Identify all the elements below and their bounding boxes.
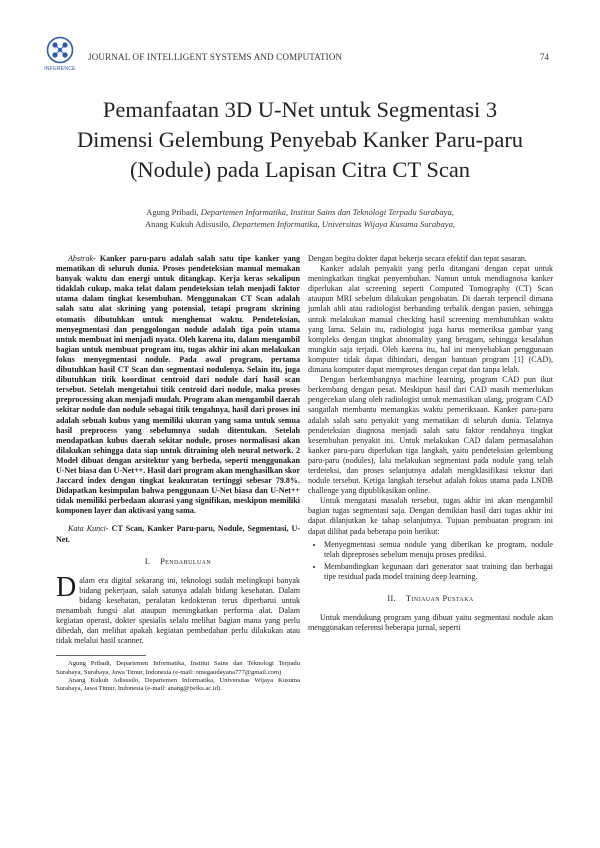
left-column xyxy=(56,254,300,694)
author-1-name: Agung Pribadi, xyxy=(146,207,199,217)
author-1 xyxy=(40,206,560,218)
section-number: I. xyxy=(144,556,151,566)
keywords xyxy=(56,524,300,544)
keywords-label: Kata Kunci- xyxy=(68,524,109,534)
right-column xyxy=(308,254,553,633)
list-item: • Menyegmentasi semua nodule yang diberikan ke program, nodule telah dipreproses sebelum menuju proses prediksi. xyxy=(324,540,553,560)
footnote-2: Anang Kukuh Adisusilo, Departemen Informatika, Universitas Wijaya Kusuma Surabaya, Jawa Timur, Indonesia (e-mail: anang@twiks.ac.id). xyxy=(56,676,300,693)
intro-text: alam era digital sekarang ini, teknologi sudah melingkupi banyak bidang pekerjaan, salah satunya adalah bidang kesehatan. Dalam bidang kesehatan, peralatan kedokteran terus diperbarui untuk menambah fungsi alat ataupun meningkatkan performa alat. Dalam kegiatan operasi, dokter spesialis selalu melihat bagian mana yang perlu dibedah, dan melihat apakah kegiatan pembedahan perlu dilakukan atau tidak melalui hasil scanner. xyxy=(56,575,300,646)
paper-title xyxy=(40,95,560,185)
section-title: Tinjauan Pustaka xyxy=(405,594,474,603)
author-2 xyxy=(40,218,560,230)
footnote-divider xyxy=(56,655,146,656)
intro-paragraph xyxy=(56,571,300,647)
paragraph: Untuk mengatasi masalah tersebut, tugas akhir ini akan mengambil bagian tugas segmentasi saja. Dengan demikian hasil dari tugas akhir ini dapat dilanjutkan ke tahap selanjutnya. Tujuan pembuatan program ini dapat dilihat pada beberapa poin berikut: xyxy=(308,496,553,536)
author-1-affiliation: Departemen Informatika, Institut Sains dan Teknologi Terpadu Surabaya, xyxy=(198,207,454,217)
author-list xyxy=(40,206,560,230)
journal-name: JOURNAL OF INTELLIGENT SYSTEMS AND COMPUTATION xyxy=(88,52,343,62)
drop-cap: D xyxy=(56,571,77,603)
logo-text: INFERENCE xyxy=(44,66,76,72)
keywords-text: CT Scan, Kanker Paru-paru, Nodule, Segmentasi, U-Net. xyxy=(56,524,300,544)
page-number: 74 xyxy=(540,52,549,62)
section-heading-literature-review xyxy=(308,594,553,604)
author-2-name: Anang Kukuh Adisusilo, xyxy=(144,219,231,229)
journal-logo-icon xyxy=(46,36,74,66)
section-number: II. xyxy=(387,594,397,603)
title-line-3: (Nodule) pada Lapisan Citra CT Scan xyxy=(129,157,471,182)
paragraph: Kanker adalah penyakit yang perlu ditangani dengan cepat untuk meningkatkan tingkat penyembuhan. Namun untuk mendiagnosa kanker diperlukan alat screening seperti Computed Tomography (CT) Scan ataupun MRI sebelum dilakukan pengobatan. Di daerah terpencil dimana jumlah ahli atau radiologist berbanding terbalik dengan pasien, sehingga untuk melakukan manual checking hasil screening membutuhkan waktu yang lama. Selain itu, radiologist juga harus memeriksa gambar yang kompleks dengan tingkat abnomality yang beragam, sehingga kesalahan mungkin saja terjadi. Oleh karena itu, hal ini menyebabkan penggunaan komputer tidak dapat dihindari, dengan bantuan program [1] (CAD), dimana komputer dapat memproses dengan cepat dan tanpa lelah. xyxy=(308,264,553,375)
abstract xyxy=(56,254,300,516)
title-line-2: Dimensi Gelembung Penyebab Kanker Paru-paru xyxy=(76,127,524,152)
list-item: • Membandingkan kegunaan dari generator saat training dan berbagai tipe residual pada model training deep learning. xyxy=(324,562,553,582)
section-heading-introduction xyxy=(56,557,300,567)
abstract-text: - Kanker paru-paru adalah salah satu tipe kanker yang mematikan di seluruh dunia. Proses pendeteksian manual memakan banyak waktu dan energi untuk ditangkap. Kerja keras sekalipun tidaklah cukup, maka telat dalam pendeteksian telah menjadi faktor utama dalam tingkat kesembuhan. Menggunakan CT Scan adalah salah satu alat skrining yang potensial, tetapi program skrining otomatis dibutuhkan untuk menghemat waktu. Pendeteksian, menyegmentasi dan penggolongan nodule adalah tiga poin utama untuk membuat ini menjadi nyata. Oleh karena itu, dalam mengambil bagian untuk membuat program itu, tugas akhir ini akan melakukan fokus menyegmentasi nodule. Pada awal program, pertama dibutuhkan hasil CT Scan dan segmentasi nodulenya. Selain itu, juga dibutuhkan titik koordinat centroid dari nodule dari hasil scan tersebut. Setelah mengetahui titik centroid dari nodule, maka proses preprocessing akan menjadi mudah. Program akan mengambil daerah sekitar nodule dan nodule sebagai titik tengahnya, hasil dari proses ini adalah sebuah kubus yang memiliki ukuran yang sama untuk semua hasil preprocess yang sebelumnya sudah ditentukan. Setelah mendapatkan kubus daerah sekitar nodule, proses normalisasi akan dilakukan sehingga data siap untuk ditraining oleh neural network. 2 Model dibuat dengan arsitektur yang berbeda, seperti menggunakan U-Net biasa dan U-Net++. Hasil dari program akan menghasilkan skor Jaccard index dengan tingkat keakuratan tertinggi sebesar 79.8%. Didapatkan kesimpulan bahwa penggunaan U-Net biasa dan U-Net++ tidak memiliki perbedaan akurasi yang signifikan, meskipun memiliki komponen layer dan aktivasi yang sama. xyxy=(56,254,300,516)
paragraph: Dengan berkembangnya machine learning, program CAD pun ikut berkembang dengan pesat. Meskipun hasil dari CAD masih memerlukan pengecekan ulang oleh radiologist untuk memastikan ulang, program CAD sangatlah membantu memangkas waktu pemeriksaan. Kanker paru-paru adalah salah satu penyakit yang mematikan di seluruh dunia. Telatnya pendeteksian diagnosa menjadi salah satu faktor rendahnya tingkat kesembuhan penyakit ini. Untuk melakukan CAD dalam permasalahan kanker paru-paru diperlukan tiga langkah, yaitu pendeteksian gelembung paru-paru (nodules), lalu melakukan segmentasi pada nodule yang telah terdeteksi, dan proses selanjutnya adalah mengklasifikasi tekstur dari nodule tersebut. Ketiga langkah tersebut adalah fokus utama pada LNDB challenge yang dipublikasikan online. xyxy=(308,375,553,496)
paragraph: Dengan begitu dokter dapat bekerja secara efektif dan tepat sasaran. xyxy=(308,254,527,263)
title-line-1: Pemanfaatan 3D U-Net untuk Segmentasi 3 xyxy=(102,97,498,122)
author-2-affiliation: Departemen Informatika, Universitas Wijaya Kusuma Surabaya, xyxy=(230,219,456,229)
section-title: Pendahuluan xyxy=(160,556,212,566)
abstract-label: Abstrak xyxy=(68,254,94,263)
paragraph: Untuk mendukung program yang dibuat yaitu segmentasi nodule akan menggunakan referensi beberapa jurnal, seperti xyxy=(308,613,553,633)
objective-list xyxy=(308,540,553,582)
footnote-1: Agung Pribadi, Departemen Informatika, Institut Sains dan Teknologi Terpadu Surabaya, Surabaya, Jawa Timur, Indonesia (e-mail: omegaudayana777@gmail.com) xyxy=(56,660,300,676)
